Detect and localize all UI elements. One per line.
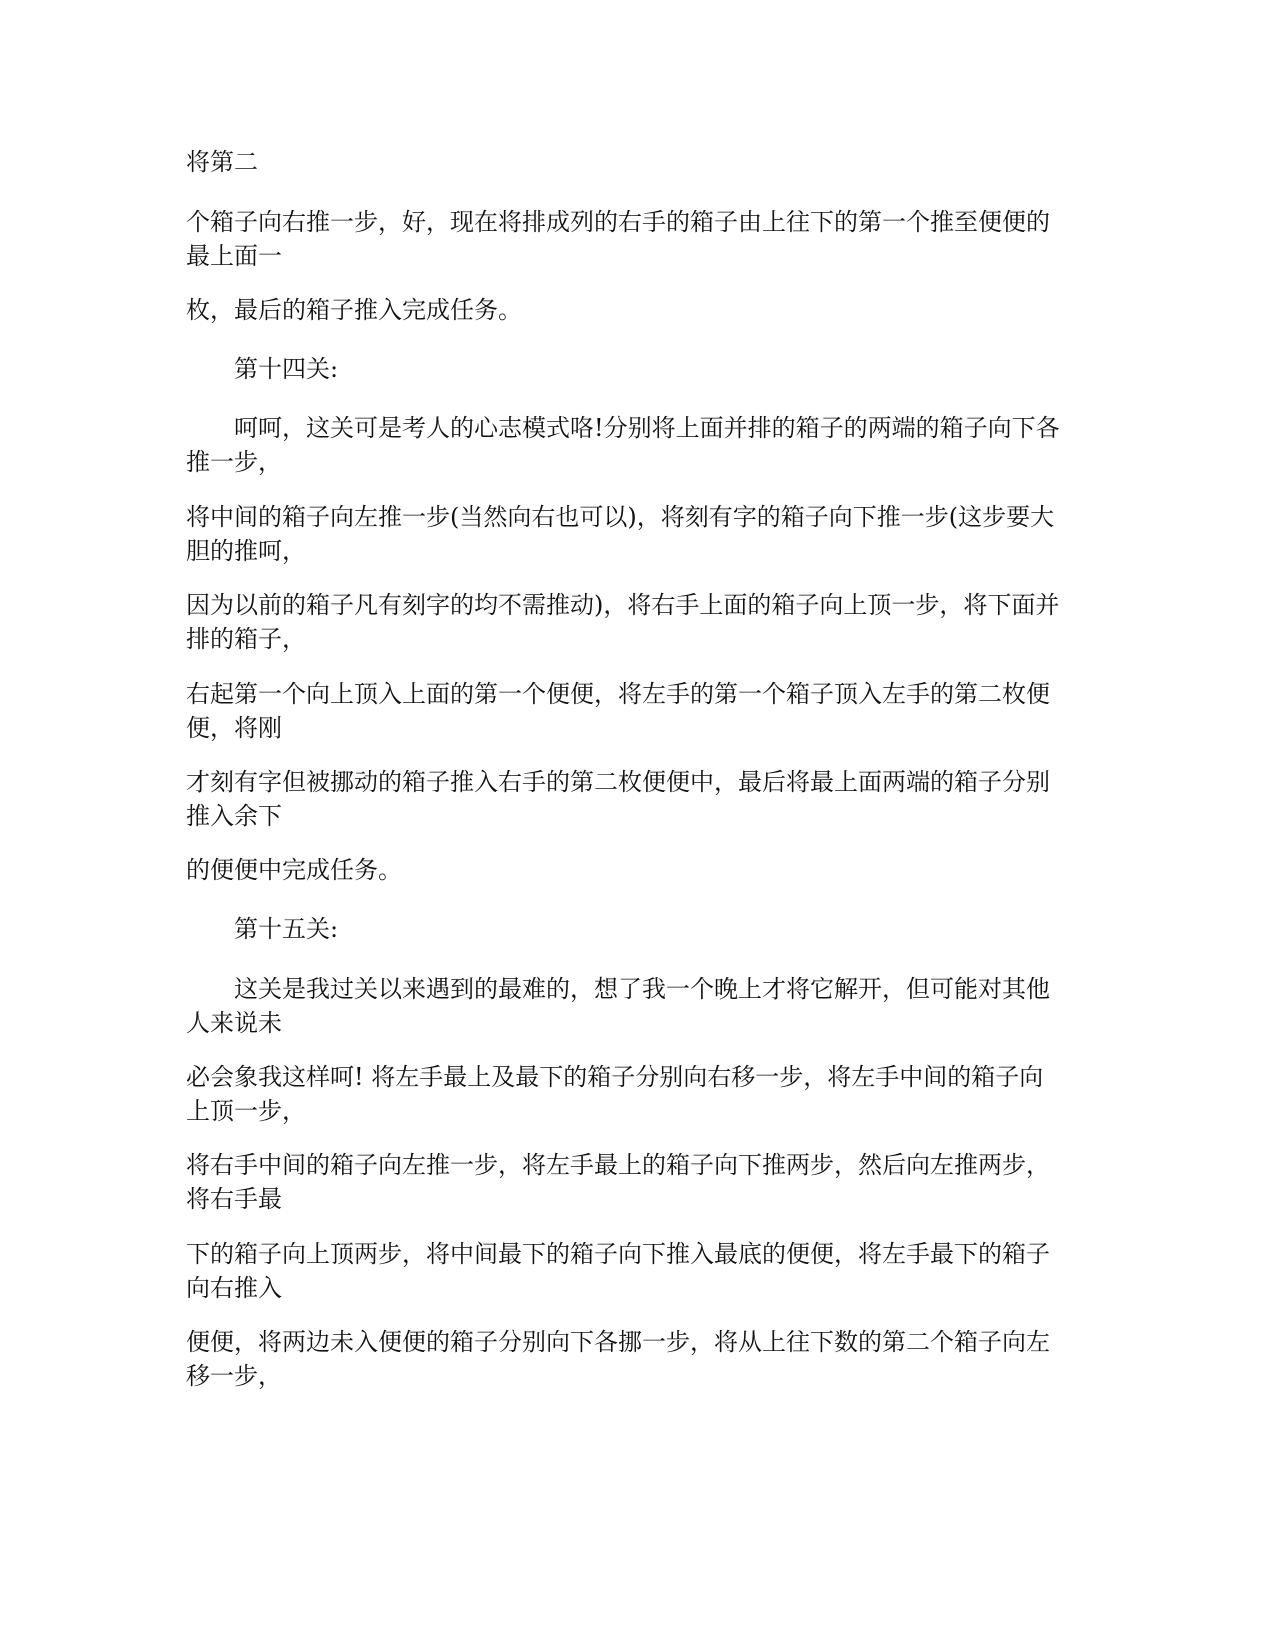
text-line: 这关是我过关以来遇到的最难的，想了我一个晚上才将它解开，但可能对其他 xyxy=(234,975,1050,1003)
paragraph xyxy=(186,677,1086,745)
paragraph xyxy=(186,1325,1086,1393)
text-line: 第十五关: xyxy=(234,915,339,943)
text-line: 才刻有字但被挪动的箱子推入右手的第二枚便便中，最后将最上面两端的箱子分别 xyxy=(186,768,1050,796)
text-line: 因为以前的箱子凡有刻字的均不需推动)，将右手上面的箱子向上顶一步，将下面并 xyxy=(186,591,1060,619)
text-line: 必会象我这样呵! 将左手最上及最下的箱子分别向右移一步，将左手中间的箱子向 xyxy=(186,1063,1044,1091)
paragraph xyxy=(186,1060,1086,1128)
paragraph xyxy=(186,972,1086,1040)
paragraph xyxy=(186,145,1086,179)
paragraph xyxy=(186,411,1086,479)
text-line: 下的箱子向上顶两步，将中间最下的箱子向下推入最底的便便，将左手最下的箱子 xyxy=(186,1240,1050,1268)
paragraph xyxy=(186,293,1086,327)
text-line: 将第二 xyxy=(186,148,258,176)
paragraph xyxy=(186,765,1086,833)
section-heading xyxy=(186,352,1086,386)
paragraph xyxy=(186,1237,1086,1305)
text-line: 向右推入 xyxy=(186,1274,282,1302)
paragraph xyxy=(186,588,1086,656)
text-line: 第十四关: xyxy=(234,355,339,383)
text-line: 将右手中间的箱子向左推一步，将左手最上的箱子向下推两步，然后向左推两步， xyxy=(186,1151,1050,1179)
text-line: 移一步， xyxy=(186,1362,282,1390)
text-line: 枚，最后的箱子推入完成任务。 xyxy=(186,296,522,324)
text-line: 推入余下 xyxy=(186,802,282,830)
text-line: 上顶一步， xyxy=(186,1097,306,1125)
text-line: 将中间的箱子向左推一步(当然向右也可以)，将刻有字的箱子向下推一步(这步要大 xyxy=(186,503,1055,531)
paragraph xyxy=(186,500,1086,568)
text-line: 推一步， xyxy=(186,448,282,476)
text-line: 便，将刚 xyxy=(186,714,282,742)
text-line: 的便便中完成任务。 xyxy=(186,856,402,884)
text-line: 人来说未 xyxy=(186,1009,282,1037)
text-line: 个箱子向右推一步，好，现在将排成列的右手的箱子由上往下的第一个推至便便的 xyxy=(186,208,1050,236)
paragraph xyxy=(186,205,1086,273)
text-line: 最上面一 xyxy=(186,242,282,270)
text-line: 右起第一个向上顶入上面的第一个便便，将左手的第一个箱子顶入左手的第二枚便 xyxy=(186,680,1050,708)
text-line: 排的箱子， xyxy=(186,625,306,653)
text-line: 便便，将两边未入便便的箱子分别向下各挪一步，将从上往下数的第二个箱子向左 xyxy=(186,1328,1050,1356)
section-heading xyxy=(186,912,1086,946)
paragraph xyxy=(186,1148,1086,1216)
paragraph xyxy=(186,853,1086,887)
text-line: 将右手最 xyxy=(186,1185,282,1213)
text-line: 呵呵，这关可是考人的心志模式咯!分别将上面并排的箱子的两端的箱子向下各 xyxy=(234,414,1060,442)
text-line: 胆的推呵， xyxy=(186,537,306,565)
